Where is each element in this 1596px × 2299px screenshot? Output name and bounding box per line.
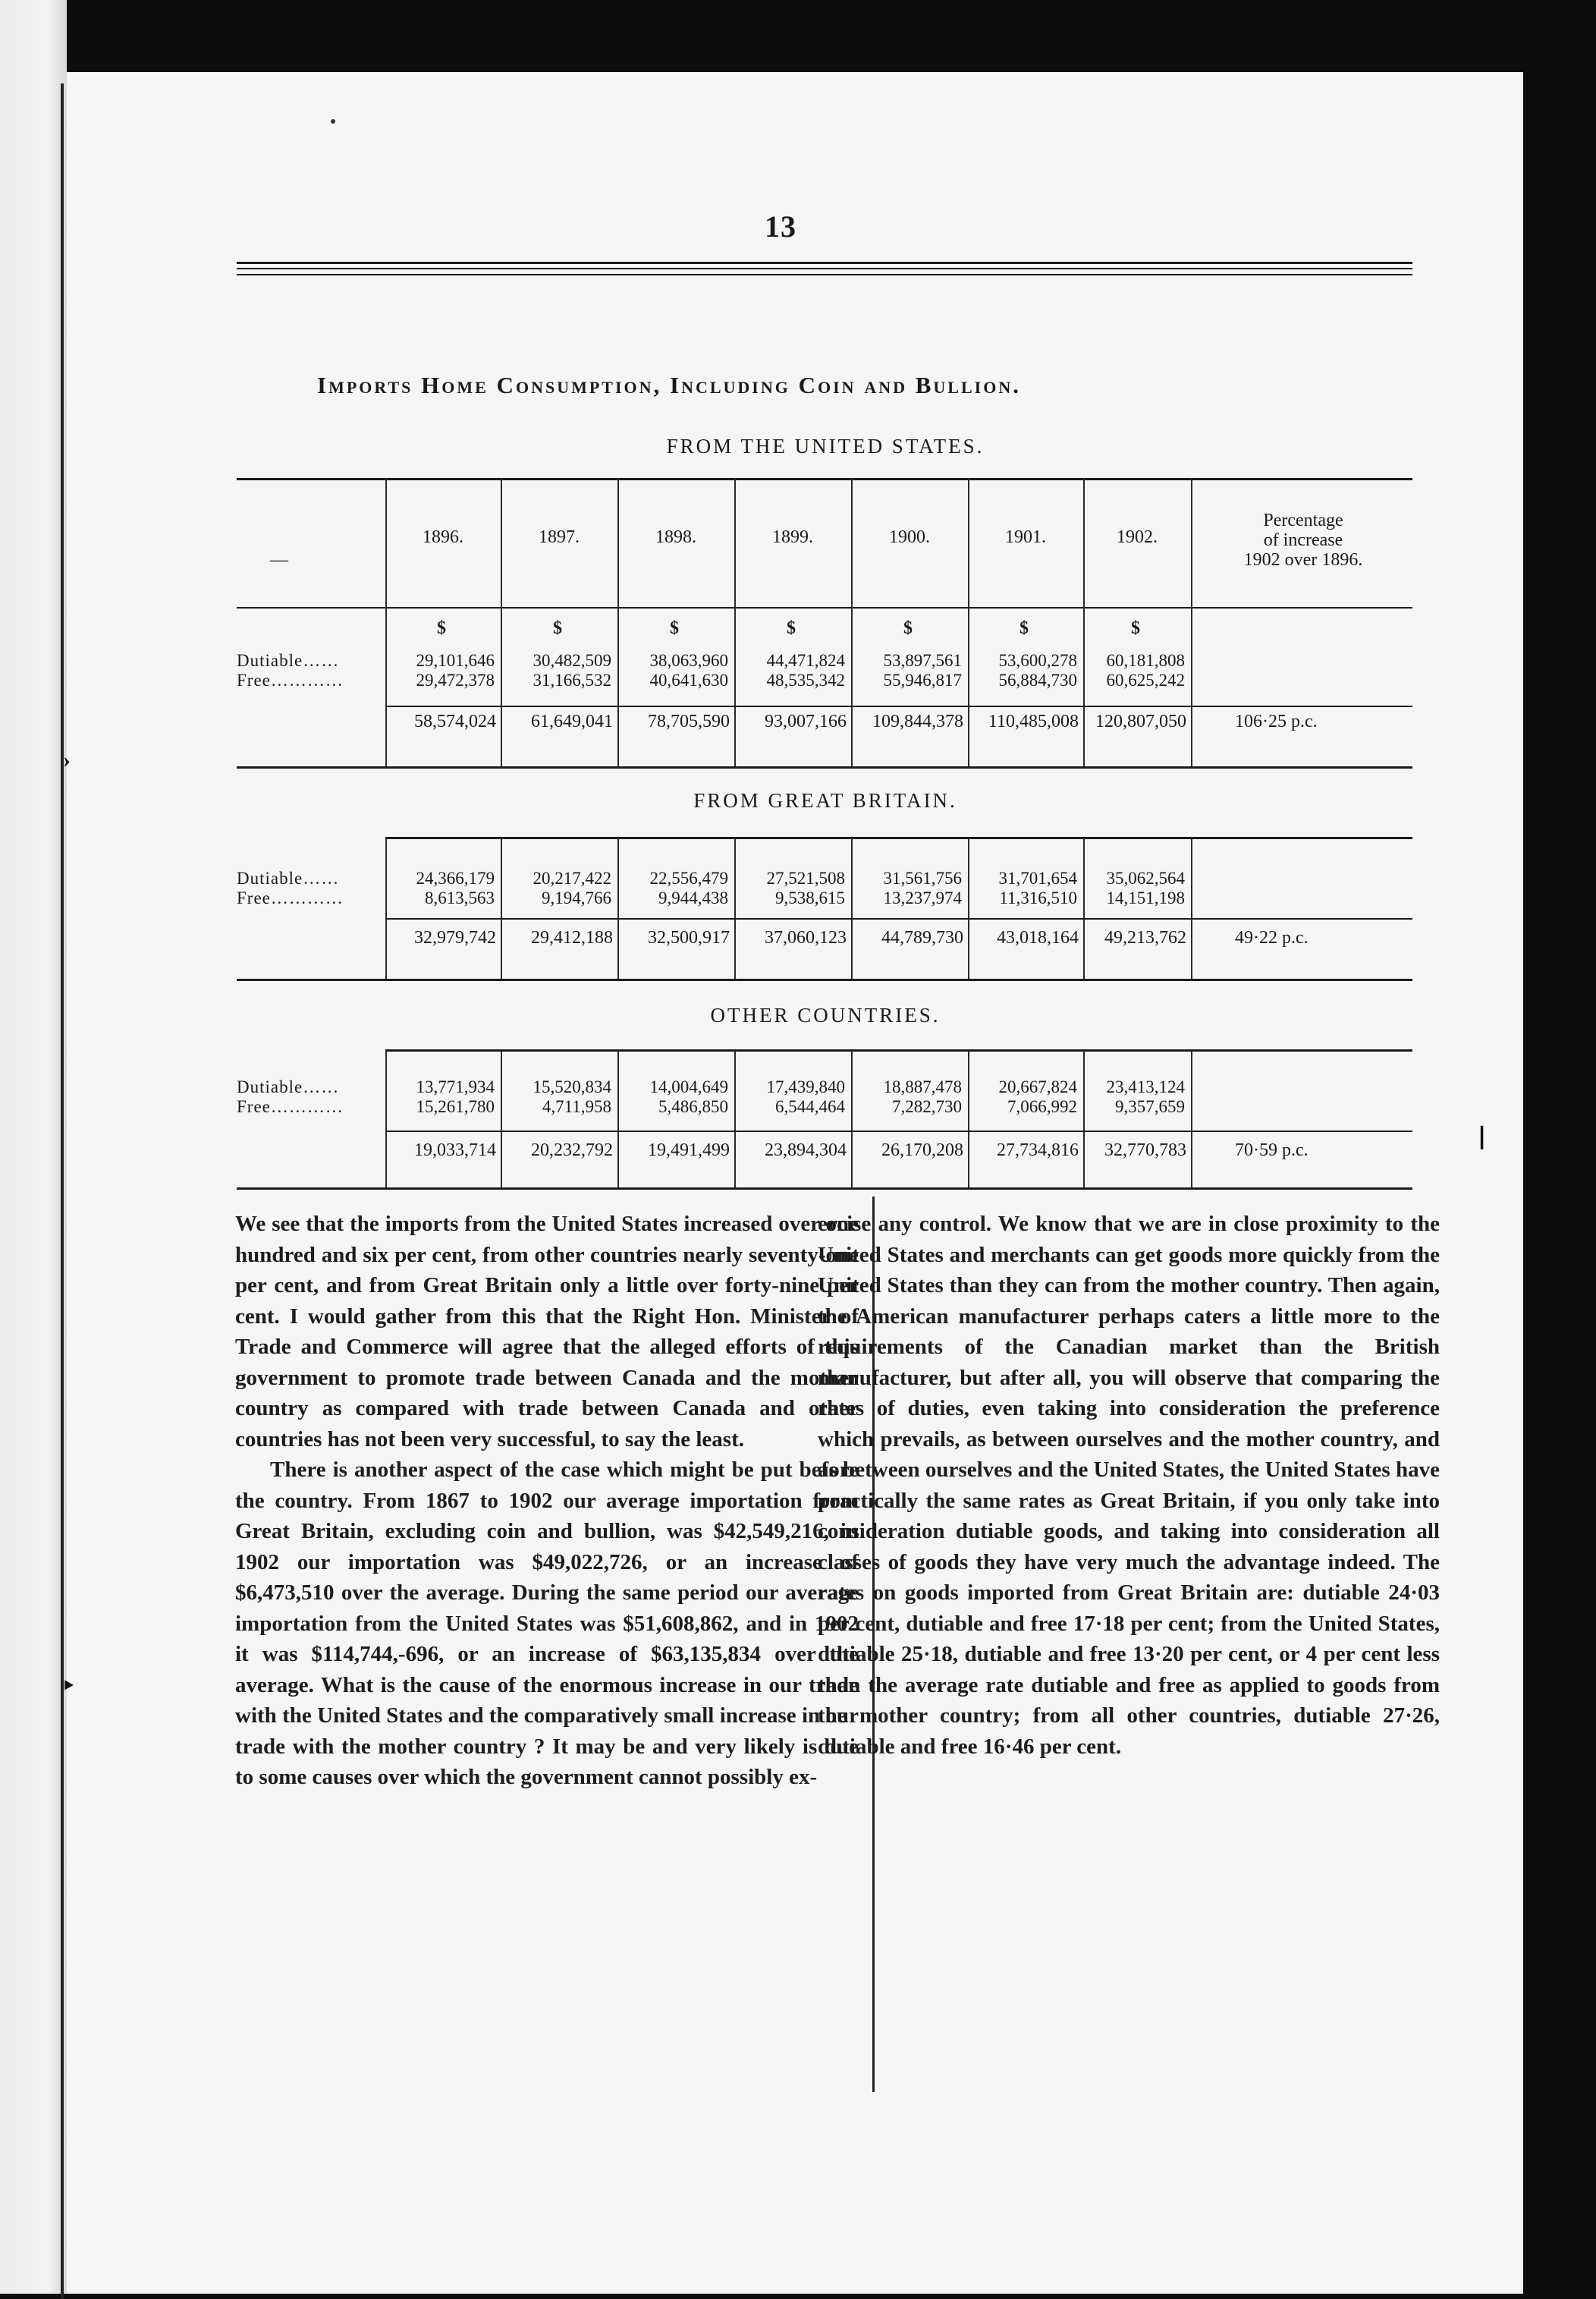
free-value: 15,261,780 — [416, 1097, 495, 1116]
dutiable-value: 20,667,824 — [998, 1077, 1077, 1096]
value-cell — [387, 1077, 495, 1117]
column-line — [968, 1051, 969, 1187]
free-value: 9,538,615 — [775, 888, 845, 907]
dollar-sign: $ — [553, 618, 562, 638]
dollar-sign: $ — [903, 618, 913, 638]
row-labels-1 — [237, 869, 385, 908]
value-cell — [853, 1077, 962, 1117]
document-page — [61, 72, 1523, 2294]
paragraph-right-1: ercise any control. We know that we are in close proximity to the United States and merchants can get goods more quickly from the United States than they can from the mother country. Then again, the American manufacturer perhaps caters a little more to the requirements of the Canadian market than the British manufacturer, but after all, you will observe that comparing the rates of duties, even taking into consideration the preference which prevails, as between ourselves and the mother country, and as between ourselves and the United States, the United States have practically the same rates as Great Britain, if you only take into consideration dutiable goods, and taking into consideration all classes of goods they have very much the advantage indeed. The rates on goods imported from Great Britain are: dutiable 24·03 per cent, dutiable and free 17·18 per cent; from the United States, dutiable 25·18, dutiable and free 13·20 per cent, or 4 per cent less than the average rate dutiable and free as applied to goods from the mother country; from all other countries, dutiable 27·26, dutiable and free 16·46 per cent. — [818, 1212, 1440, 1759]
total-value: 20,232,792 — [531, 1140, 613, 1160]
speck-mark — [331, 119, 335, 124]
total-value: 49,213,762 — [1104, 928, 1186, 948]
column-line — [385, 838, 387, 979]
dutiable-value: 31,701,654 — [998, 869, 1077, 888]
column-line — [1191, 1051, 1192, 1187]
value-cell — [1085, 869, 1185, 908]
dollar-sign: $ — [1131, 618, 1140, 638]
free-value: 48,535,342 — [766, 671, 845, 690]
value-cell — [619, 1077, 728, 1117]
value-cell — [387, 869, 495, 908]
free-value: 9,357,659 — [1115, 1097, 1185, 1116]
text-column-left — [235, 1209, 859, 1793]
year-header-1: 1897. — [539, 527, 580, 547]
top-rule — [237, 262, 1412, 264]
row-labels-0 — [237, 651, 385, 690]
value-cell — [1085, 651, 1185, 690]
free-value: 5,486,850 — [658, 1097, 728, 1116]
free-value: 31,166,532 — [533, 671, 611, 690]
column-line — [1083, 838, 1085, 979]
top-rule-2 — [237, 268, 1412, 269]
free-value: 9,944,438 — [658, 888, 728, 907]
dutiable-value: 24,366,179 — [416, 869, 495, 888]
section-title-1: FROM GREAT BRITAIN. — [693, 789, 957, 812]
dutiable-value: 27,521,508 — [766, 869, 845, 888]
text-column-right — [818, 1209, 1440, 1762]
value-cell — [736, 869, 845, 908]
paragraph-left-1: We see that the imports from the United States increased over one hundred and six per cent, from other countries nearly seventy-one per cent, and from Great Britain only a little over forty-nine per cent. I would gather from this that the Right Hon. Minister of Trade and Commerce will agree that the alleged efforts of this government to promote trade between Canada and the mother country as compared with trade between Canada and other countries has not been very successful, to say the least. — [235, 1212, 859, 1451]
dutiable-value: 30,482,509 — [533, 651, 611, 670]
column-line — [1191, 478, 1192, 766]
value-cell — [502, 1077, 611, 1117]
section-top-rule-2 — [385, 1049, 1412, 1052]
value-cell — [619, 651, 728, 690]
dollar-sign: $ — [787, 618, 796, 638]
column-line — [501, 838, 502, 979]
dutiable-value: 35,062,564 — [1106, 869, 1185, 888]
free-value: 40,641,630 — [649, 671, 728, 690]
dutiable-value: 17,439,840 — [766, 1077, 845, 1096]
dutiable-label: Dutiable…… — [237, 1077, 340, 1096]
total-value: 32,770,783 — [1104, 1140, 1186, 1160]
dutiable-value: 23,413,124 — [1106, 1077, 1185, 1096]
value-cell — [1085, 1077, 1185, 1117]
pct-label-line-1: Percentage — [1263, 511, 1343, 530]
binding-rule — [61, 83, 64, 2299]
column-line — [617, 1051, 619, 1187]
year-header-0: 1896. — [423, 527, 463, 547]
total-value: 32,500,917 — [648, 928, 730, 948]
free-value: 11,316,510 — [999, 888, 1077, 907]
total-value: 19,491,499 — [648, 1140, 730, 1160]
free-value: 13,237,974 — [883, 888, 962, 907]
value-cell — [853, 651, 962, 690]
section-bottom-rule — [237, 979, 1412, 981]
column-line — [968, 838, 969, 979]
table-title: Imports Home Consumption, Including Coin and Bullion. — [317, 372, 1021, 398]
section-title-us: FROM THE UNITED STATES. — [666, 435, 985, 458]
dutiable-value: 53,897,561 — [883, 651, 962, 670]
total-value: 19,033,714 — [414, 1140, 496, 1160]
total-value: 37,060,123 — [765, 928, 847, 948]
free-value: 8,613,563 — [425, 888, 495, 907]
column-line — [1083, 1051, 1085, 1187]
column-line — [1191, 838, 1192, 979]
dollar-sign: $ — [437, 618, 446, 638]
value-cell — [387, 651, 495, 690]
dutiable-value: 31,561,756 — [883, 869, 962, 888]
margin-mark-3: ❘ — [1472, 1124, 1492, 1149]
total-value: 109,844,378 — [872, 712, 963, 731]
column-line — [851, 838, 853, 979]
adjacent-page-edge — [0, 0, 67, 2294]
free-value: 56,884,730 — [998, 671, 1077, 690]
section-bottom-rule — [237, 1187, 1412, 1190]
total-value: 78,705,590 — [648, 712, 730, 731]
value-cell — [969, 1077, 1077, 1117]
total-value: 61,649,041 — [531, 712, 613, 731]
value-cell — [853, 869, 962, 908]
percentage-increase: 70·59 p.c. — [1235, 1140, 1309, 1160]
column-line — [734, 838, 736, 979]
sum-rule — [385, 706, 1412, 707]
dutiable-value: 38,063,960 — [649, 651, 728, 670]
dutiable-value: 44,471,824 — [766, 651, 845, 670]
dutiable-label: Dutiable…… — [237, 869, 340, 888]
column-line — [385, 1051, 387, 1187]
percentage-increase: 106·25 p.c. — [1235, 712, 1318, 731]
pct-label-line-3: 1902 over 1896. — [1243, 550, 1363, 570]
total-value: 58,574,024 — [414, 712, 496, 731]
percentage-increase: 49·22 p.c. — [1235, 928, 1309, 948]
value-cell — [502, 869, 611, 908]
dutiable-value: 22,556,479 — [649, 869, 728, 888]
page-number: 13 — [765, 209, 796, 244]
dutiable-value: 14,004,649 — [649, 1077, 728, 1096]
dutiable-value: 60,181,808 — [1106, 651, 1185, 670]
column-line — [617, 838, 619, 979]
dutiable-value: 29,101,646 — [416, 651, 495, 670]
value-cell — [736, 651, 845, 690]
value-cell — [619, 869, 728, 908]
header-bottom-rule — [237, 607, 1412, 609]
free-value: 60,625,242 — [1106, 671, 1185, 690]
dutiable-label: Dutiable…… — [237, 651, 340, 670]
section-title-2: OTHER COUNTRIES. — [710, 1004, 941, 1027]
column-line — [734, 1051, 736, 1187]
value-cell — [969, 651, 1077, 690]
header-dash: — — [270, 550, 288, 570]
free-label: Free………… — [237, 888, 344, 907]
free-label: Free………… — [237, 1097, 344, 1116]
free-value: 6,544,464 — [775, 1097, 845, 1116]
dutiable-value: 53,600,278 — [998, 651, 1077, 670]
total-value: 93,007,166 — [765, 712, 847, 731]
total-value: 43,018,164 — [997, 928, 1079, 948]
value-cell — [502, 651, 611, 690]
sum-rule — [385, 1131, 1412, 1132]
header-top-rule — [237, 478, 1412, 480]
total-value: 26,170,208 — [881, 1140, 963, 1160]
total-value: 27,734,816 — [997, 1140, 1079, 1160]
section-top-rule-1 — [385, 837, 1412, 839]
margin-mark-2: ‣ — [61, 1674, 77, 1699]
free-value: 9,194,766 — [542, 888, 611, 907]
free-value: 55,946,817 — [883, 671, 962, 690]
year-header-5: 1901. — [1005, 527, 1046, 547]
free-value: 29,472,378 — [416, 671, 495, 690]
total-value: 29,412,188 — [531, 928, 613, 948]
free-value: 14,151,198 — [1106, 888, 1185, 907]
free-value: 7,282,730 — [892, 1097, 962, 1116]
year-header-4: 1900. — [889, 527, 930, 547]
margin-mark-1: › — [63, 747, 71, 772]
total-value: 120,807,050 — [1095, 712, 1186, 731]
total-value: 110,485,008 — [988, 712, 1079, 731]
sum-rule — [385, 918, 1412, 920]
section-bottom-rule — [237, 766, 1412, 769]
dollar-sign: $ — [670, 618, 679, 638]
dutiable-value: 18,887,478 — [883, 1077, 962, 1096]
total-value: 32,979,742 — [414, 928, 496, 948]
value-cell — [736, 1077, 845, 1117]
dutiable-value: 15,520,834 — [533, 1077, 611, 1096]
top-rule-3 — [237, 274, 1412, 275]
year-header-2: 1898. — [655, 527, 696, 547]
dollar-sign: $ — [1019, 618, 1029, 638]
value-cell — [969, 869, 1077, 908]
total-value: 44,789,730 — [881, 928, 963, 948]
total-value: 23,894,304 — [765, 1140, 847, 1160]
dutiable-value: 13,771,934 — [416, 1077, 495, 1096]
column-line — [501, 1051, 502, 1187]
column-line — [851, 1051, 853, 1187]
header-percentage — [1189, 511, 1417, 570]
year-header-6: 1902. — [1117, 527, 1158, 547]
paragraph-left-2: There is another aspect of the case which might be put before the country. From 1867 to 1902 our average importation from Great Britain, excluding coin and bullion, was $42,549,216, in 1902 our importation was $49,022,726, or an increase of $6,473,510 over the average. During the same period our average importation from the United States was $51,608,862, and in 1902 it was $114,744,-696, or an increase of $63,135,834 over the average. What is the cause of the enormous increase in our trade with the United States and the comparatively small increase in our trade with the mother country ? It may be and very likely is due to some causes over which the government cannot possibly ex- — [235, 1458, 859, 1789]
free-value: 4,711,958 — [542, 1097, 611, 1116]
year-header-3: 1899. — [772, 527, 813, 547]
dutiable-value: 20,217,422 — [533, 869, 611, 888]
free-value: 7,066,992 — [1007, 1097, 1077, 1116]
free-label: Free………… — [237, 671, 344, 690]
row-labels-2 — [237, 1077, 385, 1117]
pct-label-line-2: of increase — [1263, 530, 1343, 550]
